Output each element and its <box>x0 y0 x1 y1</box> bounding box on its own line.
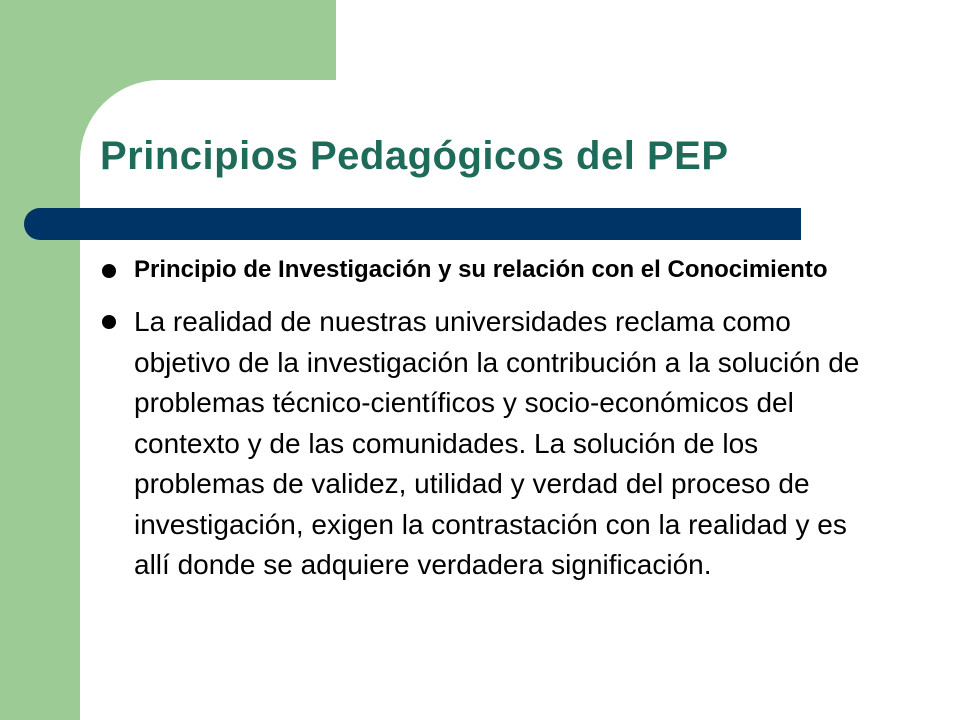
bullet-dot-icon <box>102 264 116 278</box>
bullet-list <box>100 254 860 586</box>
bullet-dot-icon <box>102 315 116 329</box>
bullet-item <box>100 302 860 586</box>
bullet-item <box>100 254 860 286</box>
bullet-text: La realidad de nuestras universidades reclama como objetivo de la investigación la contribución a la solución de problemas técnico-científicos y socio-económicos del contexto y de las comunidades. La solución de los problemas de validez, utilidad y verdad del proceso de investigación, exigen la contrastación con la realidad y es allí donde se adquiere verdadera significación. <box>134 306 860 580</box>
slide-title: Principios Pedagógicos del PEP <box>100 134 729 178</box>
bullet-text: Principio de Investigación y su relación con el Conocimiento <box>134 256 828 283</box>
title-underline-bar <box>24 208 801 240</box>
